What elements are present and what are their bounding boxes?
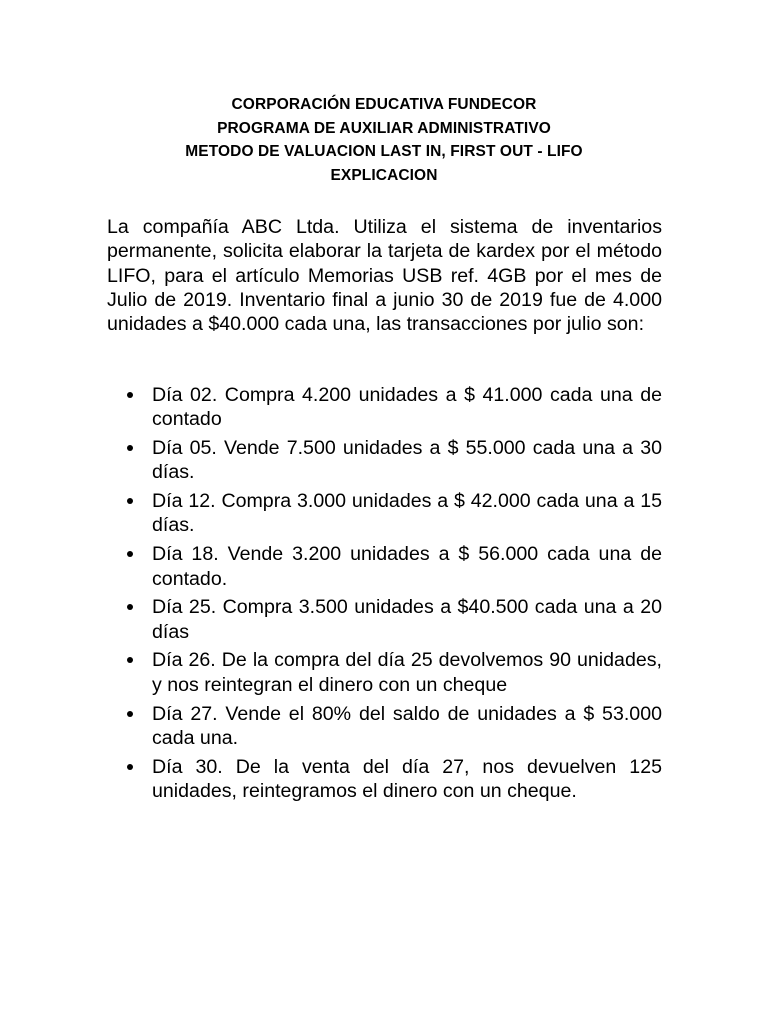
- list-item-text: Día 25. Compra 3.500 unidades a $40.500 cada una a 20 días: [152, 596, 662, 643]
- section-title: EXPLICACION: [330, 166, 438, 184]
- list-item-text: Día 05. Vende 7.500 unidades a $ 55.000 cada una a 30 días.: [152, 437, 662, 484]
- list-item: [107, 595, 662, 644]
- list-item-text: Día 18. Vende 3.200 unidades a $ 56.000 cada una de contado.: [152, 543, 662, 590]
- institution-title: CORPORACIÓN EDUCATIVA FUNDECOR: [231, 96, 537, 113]
- bullet-icon: [127, 657, 133, 663]
- bullet-icon: [127, 764, 133, 770]
- list-item: [107, 702, 662, 751]
- list-item: [107, 489, 662, 538]
- list-item: [107, 436, 662, 485]
- bullet-icon: [127, 392, 133, 398]
- list-item-text: Día 30. De la venta del día 27, nos devuelven 125 unidades, reintegramos el dinero con un cheque.: [152, 755, 662, 802]
- list-item: [107, 542, 662, 591]
- bullet-icon: [127, 498, 133, 504]
- list-item: [107, 648, 662, 697]
- method-title: METODO DE VALUACION LAST IN, FIRST OUT - LIFO: [185, 143, 583, 160]
- list-item: [107, 383, 662, 432]
- list-item: [107, 755, 662, 804]
- list-item-text: Día 26. De la compra del día 25 devolvemos 90 unidades, y nos reintegran el dinero con un cheque: [152, 649, 662, 696]
- document-header: [0, 93, 768, 187]
- transactions-list: [107, 383, 662, 808]
- intro-paragraph: La compañía ABC Ltda. Utiliza el sistema de inventarios permanente, solicita elaborar la tarjeta de kardex por el método LIFO, para el artículo Memorias USB ref. 4GB por el mes de Julio de 2019. Inventario final a junio 30 de 2019 fue de 4.000 unidades a $40.000 cada una, las transacciones por julio son:: [107, 216, 662, 336]
- bullet-icon: [127, 604, 133, 610]
- bullet-icon: [127, 445, 133, 451]
- program-title: PROGRAMA DE AUXILIAR ADMINISTRATIVO: [217, 119, 551, 137]
- bullet-icon: [127, 551, 133, 557]
- list-item-text: Día 02. Compra 4.200 unidades a $ 41.000 cada una de contado: [152, 384, 662, 431]
- list-item-text: Día 27. Vende el 80% del saldo de unidades a $ 53.000 cada una.: [152, 702, 662, 749]
- list-item-text: Día 12. Compra 3.000 unidades a $ 42.000 cada una a 15 días.: [152, 490, 662, 537]
- bullet-icon: [127, 711, 133, 717]
